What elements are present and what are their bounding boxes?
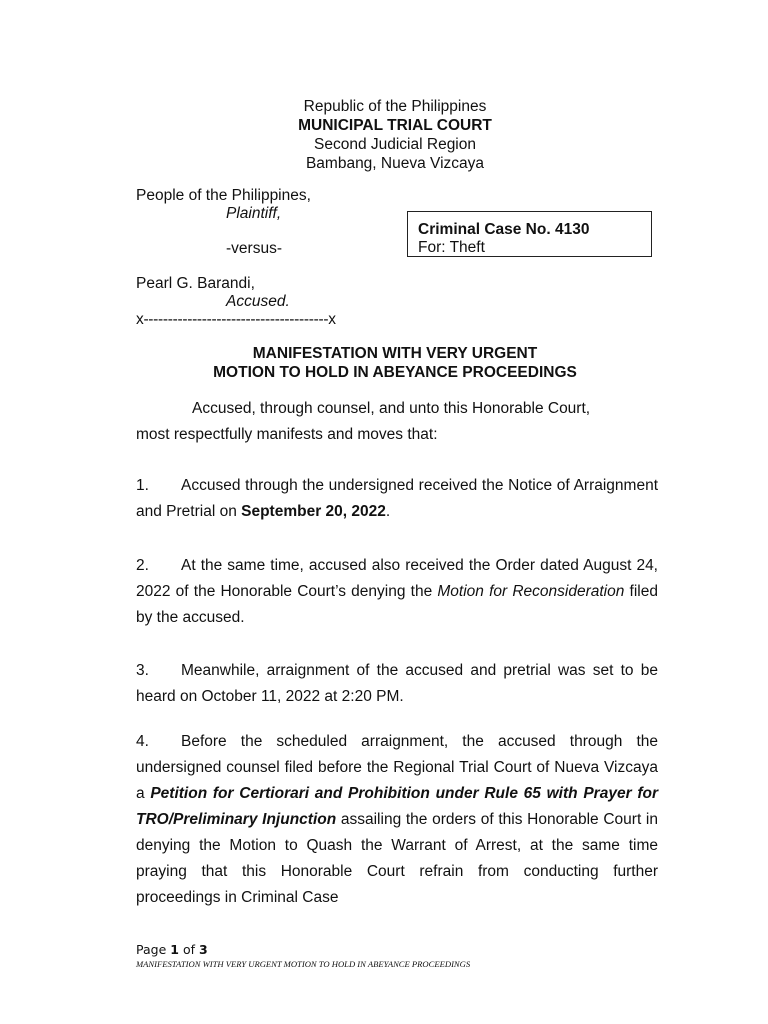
page-total: 3: [198, 942, 208, 957]
page-label: Page: [136, 942, 167, 957]
paragraph-1-end: .: [385, 503, 391, 520]
footer-document-title: MANIFESTATION WITH VERY URGENT MOTION TO HOLD IN ABEYANCE PROCEEDINGS: [136, 959, 471, 969]
paragraph-4-petition: Petition for Certiorari and Prohibition under Rule 65 with Prayer for TRO/Preliminary Injunction: [136, 785, 658, 828]
paragraph-4: [136, 729, 658, 911]
paragraph-1-text: Accused through the undersigned received the Notice of Arraignment and Pretrial on: [136, 477, 658, 520]
case-offense: For: Theft: [418, 239, 485, 256]
accused-role: Accused.: [226, 293, 290, 310]
paragraph-1: [136, 473, 658, 525]
accused-name: Pearl G. Barandi,: [136, 275, 255, 292]
intro-paragraph: [136, 396, 658, 448]
paragraph-2-number: 2.: [136, 557, 149, 574]
case-number-box: [407, 211, 652, 257]
paragraph-2-motion: Motion for Reconsideration: [437, 583, 625, 600]
page-current: 1: [170, 942, 179, 957]
paragraph-2-end: filed by the accused.: [136, 583, 658, 626]
court-name: MUNICIPAL TRIAL COURT: [298, 117, 492, 134]
paragraph-4-number: 4.: [136, 733, 149, 750]
case-number: Criminal Case No. 4130: [418, 221, 590, 238]
paragraph-4-end: assailing the orders of this Honorable Court in denying the Motion to Quash the Warrant of Arrest, at the same time praying that this Honorable Court refrain from conducting further proceedings in Criminal Case: [136, 811, 658, 906]
title-line-2: MOTION TO HOLD IN ABEYANCE PROCEEDINGS: [213, 364, 577, 381]
paragraph-3: [136, 658, 658, 710]
caption-separator: x--------------------------------------x: [136, 311, 336, 328]
title-line-1: MANIFESTATION WITH VERY URGENT: [252, 345, 538, 362]
paragraph-3-number: 3.: [136, 662, 149, 679]
paragraph-2: [136, 553, 658, 631]
court-heading: [0, 97, 768, 173]
paragraph-3-text: Meanwhile, arraignment of the accused and pretrial was set to be heard on October 11, 2022 at 2:20 PM.: [136, 662, 658, 705]
page-of: of: [182, 942, 195, 957]
versus-label: -versus-: [226, 240, 282, 257]
intro-line-2: most respectfully manifests and moves that:: [136, 426, 438, 443]
paragraph-1-date: September 20, 2022: [241, 503, 386, 520]
plaintiff-role: Plaintiff,: [226, 205, 282, 222]
page-indicator: [136, 942, 208, 957]
republic-line: Republic of the Philippines: [303, 98, 487, 115]
intro-line-1: Accused, through counsel, and unto this Honorable Court,: [192, 400, 591, 417]
region-line: Second Judicial Region: [314, 136, 476, 153]
location-line: Bambang, Nueva Vizcaya: [305, 155, 485, 172]
plaintiff-name: People of the Philippines,: [136, 187, 311, 204]
paragraph-4-text: Before the scheduled arraignment, the accused through the undersigned counsel filed before the Regional Trial Court of Nueva Vizcaya a: [136, 733, 658, 802]
paragraph-2-text: At the same time, accused also received the Order dated August 24, 2022 of the Honorable Court’s denying the: [136, 557, 658, 600]
paragraph-1-number: 1.: [136, 477, 149, 494]
document-title: [0, 344, 768, 382]
